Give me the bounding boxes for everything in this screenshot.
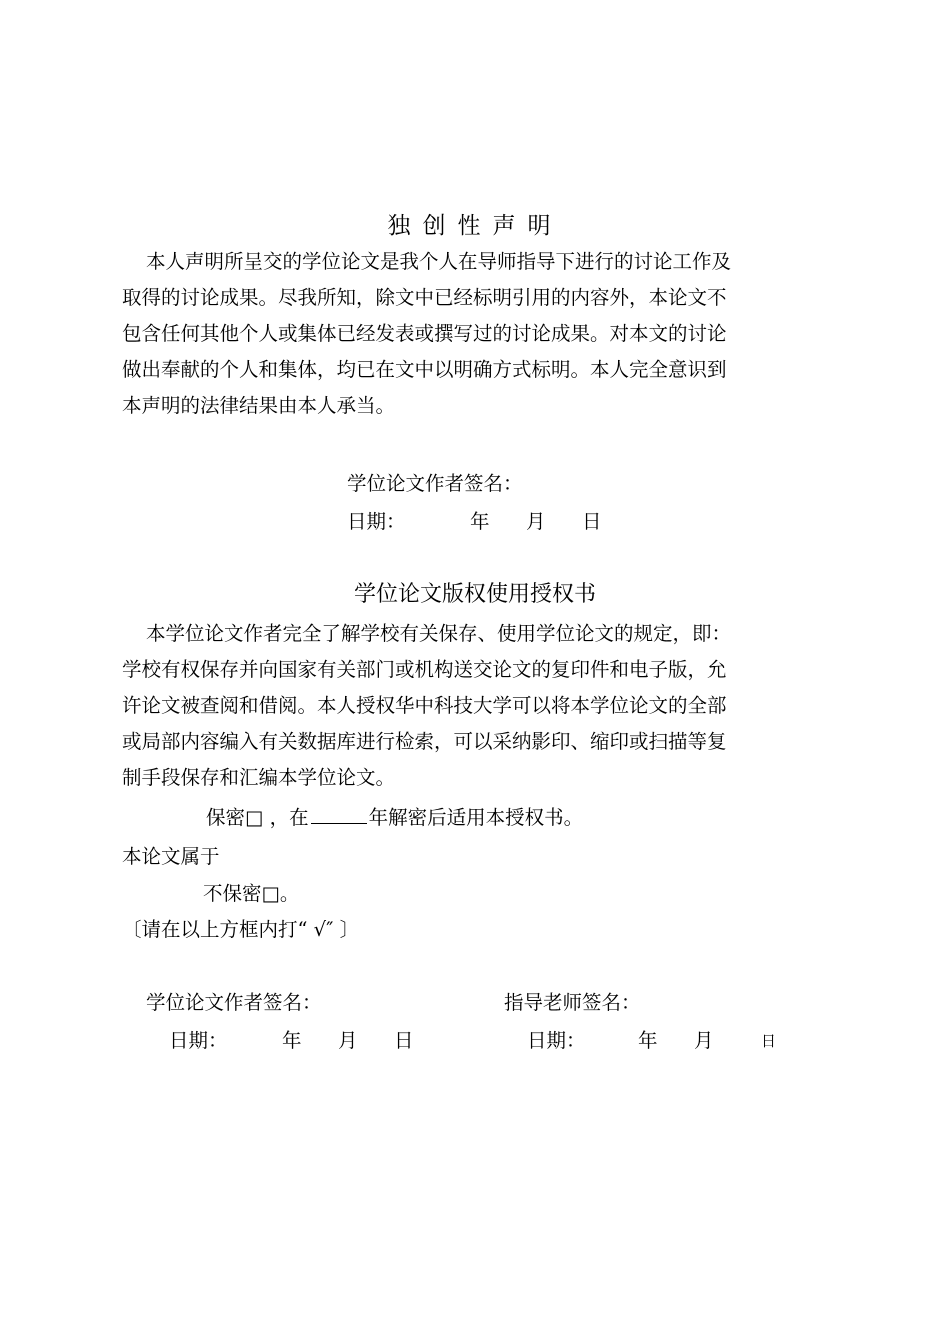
authorization-paragraph — [122, 616, 828, 796]
declaration-month: 月 — [526, 510, 546, 533]
secret-checkbox-label: 保密□ ，在 — [206, 806, 309, 829]
advisor-signature-label: 指导老师签名： — [504, 991, 641, 1014]
declaration-paragraph — [122, 244, 828, 424]
declaration-day: 日 — [582, 510, 602, 533]
instruction-text: 〔请在以上方框内打“ √″ 〕 — [122, 918, 360, 941]
authorization-title: 学位论文版权使用授权书 — [353, 582, 596, 607]
author-date-month: 月 — [338, 1029, 358, 1052]
authorization-line: 或局部内容编入有关数据库进行检索，可以采纳影印、缩印或扫描等复 — [122, 730, 727, 753]
advisor-date-month: 月 — [694, 1029, 714, 1052]
belongs-label: 本论文属于 — [122, 845, 220, 868]
declaration-year: 年 — [470, 510, 490, 533]
declaration-signature-label: 学位论文作者签名： — [347, 472, 523, 495]
authorization-line: 制手段保存和汇编本学位论文。 — [122, 766, 396, 789]
authorization-line: 学校有权保存并向国家有关部门或机构送交论文的复印件和电子版，允 — [122, 658, 727, 681]
secret-line — [206, 802, 583, 830]
not-secret-checkbox-label: 不保密□。 — [203, 882, 300, 905]
declaration-date-label: 日期： — [347, 510, 406, 533]
declaration-line: 本声明的法律结果由本人承当。 — [122, 394, 396, 417]
advisor-date-label: 日期： — [527, 1029, 586, 1052]
author-date-year: 年 — [282, 1029, 302, 1052]
author-date-label: 日期： — [169, 1029, 228, 1052]
advisor-date-day: 日 — [761, 1032, 777, 1050]
declaration-line: 本人声明所呈交的学位论文是我个人在导师指导下进行的讨论工作及 — [146, 250, 732, 273]
advisor-date-year: 年 — [638, 1029, 658, 1052]
author-signature-label: 学位论文作者签名： — [146, 991, 322, 1014]
authorization-line: 本学位论文作者完全了解学校有关保存、使用学位论文的规定，即： — [146, 622, 732, 645]
authorization-line: 许论文被查阅和借阅。本人授权华中科技大学可以将本学位论文的全部 — [122, 694, 727, 717]
secret-years-blank — [311, 805, 367, 824]
author-date-day: 日 — [394, 1029, 414, 1052]
declaration-line: 包含任何其他个人或集体已经发表或撰写过的讨论成果。对本文的讨论 — [122, 322, 727, 345]
declaration-line: 做出奉献的个人和集体，均已在文中以明确方式标明。本人完全意识到 — [122, 358, 727, 381]
secret-suffix: 年解密后适用本授权书。 — [368, 806, 584, 829]
declaration-line: 取得的讨论成果。尽我所知，除文中已经标明引用的内容外，本论文不 — [122, 286, 727, 309]
declaration-title: 独创性声明 — [387, 213, 563, 239]
